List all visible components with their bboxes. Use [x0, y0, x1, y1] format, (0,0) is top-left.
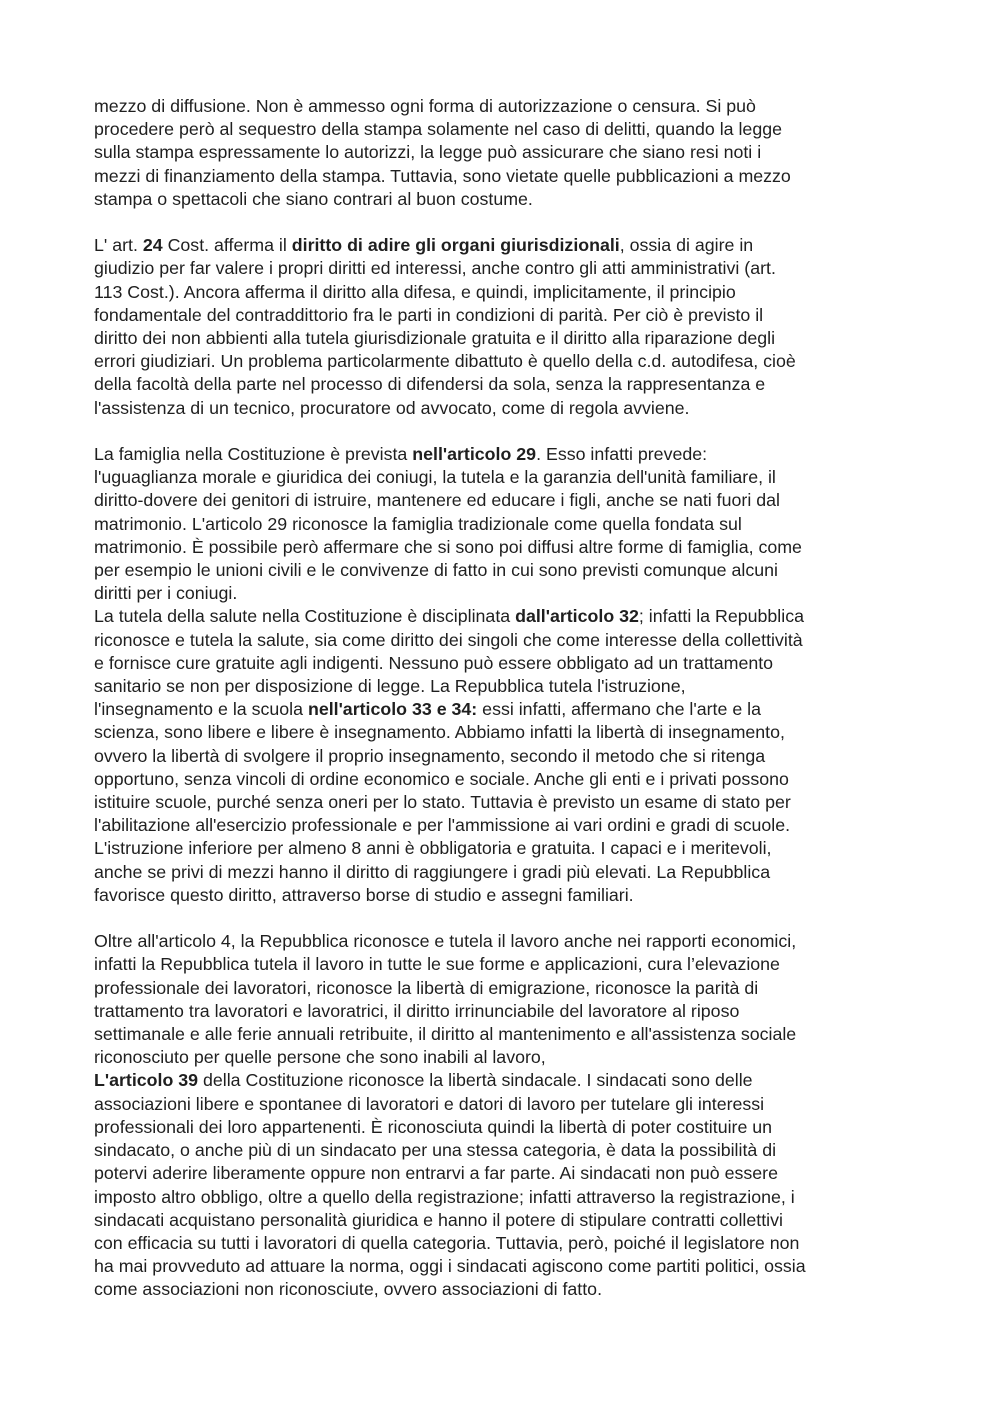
text-line: [94, 141, 924, 164]
paragraph-spacer: [94, 907, 924, 930]
paragraph-spacer: [94, 211, 924, 234]
text-segment: infatti la Repubblica tutela il lavoro in tutte le sue forme e applicazioni, cura l’elevazione: [94, 954, 780, 975]
text-line: [94, 953, 924, 976]
paragraph-spacer: [94, 420, 924, 443]
text-segment: anche se privi di mezzi hanno il diritto di raggiungere i gradi più elevati. La Repubblica: [94, 861, 771, 882]
text-line: [94, 675, 924, 698]
text-line: [94, 1232, 924, 1255]
text-segment: della Costituzione riconosce la libertà sindacale. I sindacati sono delle: [198, 1070, 753, 1091]
text-line: [94, 1162, 924, 1185]
text-line: [94, 1139, 924, 1162]
text-line: [94, 582, 924, 605]
text-line: [94, 698, 924, 721]
text-segment: sindacati acquistano personalità giuridica e hanno il potere di stipulare contratti collettivi: [94, 1209, 783, 1230]
text-segment: riconosciuto per quelle persone che sono inabili al lavoro,: [94, 1047, 546, 1068]
text-segment: mezzi di finanziamento della stampa. Tuttavia, sono vietate quelle pubblicazioni a mezzo: [94, 165, 791, 186]
bold-text: dall'articolo 32: [515, 606, 639, 627]
text-segment: l'insegnamento e la scuola: [94, 699, 308, 720]
text-segment: associazioni libere e spontanee di lavoratori e datori di lavoro per tutelare gli interessi: [94, 1093, 765, 1114]
text-line: [94, 745, 924, 768]
text-line: [94, 350, 924, 373]
text-line: [94, 1278, 924, 1301]
text-segment: favorisce questo diritto, attraverso borse di studio e assegni familiari.: [94, 884, 634, 905]
text-segment: trattamento tra lavoratori e lavoratrici, il diritto irrinunciabile del lavoratore al riposo: [94, 1000, 740, 1021]
text-line: [94, 304, 924, 327]
text-line: [94, 629, 924, 652]
text-segment: come associazioni non riconosciute, ovvero associazioni di fatto.: [94, 1279, 603, 1300]
text-line: [94, 234, 924, 257]
text-segment: 113 Cost.). Ancora afferma il diritto alla difesa, e quindi, implicitamente, il principio: [94, 281, 736, 302]
text-segment: imposto altro obbligo, oltre a quello della registrazione; infatti attraverso la registrazione, i: [94, 1186, 795, 1207]
text-segment: riconosce e tutela la salute, sia come diritto dei singoli che come interesse della collettività: [94, 629, 803, 650]
text-segment: diritto-dovere dei genitori di istruire, mantenere ed educare i figli, anche se nati fuori dal: [94, 490, 780, 511]
text-line: [94, 1023, 924, 1046]
text-line: [94, 188, 924, 211]
text-segment: con efficacia su tutti i lavoratori di quella categoria. Tuttavia, però, poiché il legislatore non: [94, 1232, 800, 1253]
text-line: [94, 1255, 924, 1278]
text-segment: Cost. afferma il: [162, 235, 292, 256]
text-line: [94, 884, 924, 907]
paragraph: [94, 930, 924, 1069]
text-segment: l'abilitazione all'esercizio professionale e per l'ammissione ai vari ordini e gradi di scuole.: [94, 815, 791, 836]
text-line: [94, 768, 924, 791]
text-line: [94, 489, 924, 512]
text-segment: professionale dei lavoratori, riconosce la libertà di emigrazione, riconosce la parità di: [94, 977, 759, 998]
text-segment: stampa o spettacoli che siano contrari al buon costume.: [94, 188, 533, 209]
text-segment: diritto dei non abbienti alla tutela giurisdizionale gratuita e il diritto alla riparazione degli: [94, 328, 776, 349]
text-segment: settimanale e alle ferie annuali retribuite, il diritto al mantenimento e all'assistenza sociale: [94, 1024, 797, 1045]
text-segment: L' art.: [94, 235, 143, 256]
text-segment: l'uguaglianza morale e giuridica dei coniugi, la tutela e la garanzia dell'unità familiare, il: [94, 467, 776, 488]
text-segment: istituire scuole, purché senza oneri per lo stato. Tuttavia è previsto un esame di stato per: [94, 792, 791, 813]
text-line: [94, 443, 924, 466]
text-segment: procedere però al sequestro della stampa solamente nel caso di delitti, quando la legge: [94, 119, 782, 140]
text-line: [94, 930, 924, 953]
text-line: [94, 1069, 924, 1092]
text-segment: . Esso infatti prevede:: [536, 444, 708, 465]
text-segment: errori giudiziari. Un problema particolarmente dibattuto è quello della c.d. autodifesa, cioè: [94, 351, 796, 372]
text-line: [94, 791, 924, 814]
text-segment: matrimonio. L'articolo 29 riconosce la famiglia tradizionale come quella fondata sul: [94, 513, 742, 534]
bold-text: nell'articolo 29: [412, 444, 537, 465]
text-segment: sulla stampa espressamente lo autorizzi, la legge può assicurare che siano resi noti i: [94, 142, 762, 163]
text-line: [94, 559, 924, 582]
text-segment: fondamentale del contraddittorio fra le parti in condizioni di parità. Per ciò è previsto il: [94, 304, 764, 325]
text-segment: Oltre all'articolo 4, la Repubblica riconosce e tutela il lavoro anche nei rapporti economici,: [94, 931, 797, 952]
text-segment: ; infatti la Repubblica: [638, 606, 804, 627]
bold-text: nell'articolo 33 e 34:: [307, 699, 478, 720]
text-line: [94, 1000, 924, 1023]
text-line: [94, 95, 924, 118]
bold-text: L'articolo 39: [94, 1070, 199, 1091]
text-segment: per esempio le unioni civili e le convivenze di fatto in cui sono previsti comunque alcuni: [94, 560, 778, 581]
text-line: [94, 257, 924, 280]
text-line: [94, 1186, 924, 1209]
text-segment: matrimonio. È possibile però affermare che si sono poi diffusi altre forme di famiglia, come: [94, 536, 802, 557]
paragraph: [94, 95, 924, 211]
paragraph: [94, 234, 924, 420]
text-line: [94, 1046, 924, 1069]
text-segment: e fornisce cure gratuite agli indigenti. Nessuno può essere obbligato ad un trattamento: [94, 652, 774, 673]
text-segment: diritti per i coniugi.: [94, 583, 238, 604]
text-segment: professionali dei loro appartenenti. È riconosciuta quindi la libertà di poter costituire un: [94, 1116, 773, 1137]
text-line: [94, 1116, 924, 1139]
text-line: [94, 513, 924, 536]
text-segment: opportuno, senza vincoli di ordine economico e sociale. Anche gli enti e i privati possono: [94, 768, 789, 789]
bold-text: diritto di adire gli organi giurisdizionali: [291, 235, 620, 256]
text-segment: scienza, sono libere e libere è insegnamento. Abbiamo infatti la libertà di insegnamento,: [94, 722, 785, 743]
text-segment: giudizio per far valere i propri diritti ed interessi, anche contro gli atti amministrativi (art.: [94, 258, 776, 279]
text-line: [94, 721, 924, 744]
text-line: [94, 652, 924, 675]
paragraph: [94, 1069, 924, 1301]
text-line: [94, 397, 924, 420]
text-line: [94, 605, 924, 628]
text-segment: La tutela della salute nella Costituzione è disciplinata: [94, 606, 516, 627]
text-segment: L'istruzione inferiore per almeno 8 anni è obbligatoria e gratuita. I capaci e i meritevoli,: [94, 838, 772, 859]
text-segment: della facoltà della parte nel processo di difendersi da sola, senza la rappresentanza e: [94, 374, 766, 395]
text-segment: sanitario se non per disposizione di legge. La Repubblica tutela l'istruzione,: [94, 676, 686, 697]
text-line: [94, 165, 924, 188]
text-line: [94, 536, 924, 559]
text-line: [94, 1209, 924, 1232]
text-line: [94, 977, 924, 1000]
text-segment: potervi aderire liberamente oppure non entrarvi a far parte. Ai sindacati non può essere: [94, 1163, 778, 1184]
text-segment: ha mai provveduto ad attuare la norma, oggi i sindacati agiscono come partiti politici, ossia: [94, 1256, 806, 1277]
text-line: [94, 118, 924, 141]
text-line: [94, 861, 924, 884]
text-line: [94, 837, 924, 860]
text-line: [94, 814, 924, 837]
text-segment: La famiglia nella Costituzione è prevista: [94, 444, 413, 465]
text-line: [94, 327, 924, 350]
text-segment: , ossia di agire in: [619, 235, 754, 256]
text-line: [94, 466, 924, 489]
bold-text: 24: [142, 235, 163, 256]
text-segment: ovvero la libertà di svolgere il proprio insegnamento, secondo il metodo che si ritenga: [94, 745, 766, 766]
text-line: [94, 373, 924, 396]
text-segment: sindacato, o anche più di un sindacato per una stessa categoria, è data la possibilità di: [94, 1140, 777, 1161]
text-segment: l'assistenza di un tecnico, procuratore od avvocato, come di regola avviene.: [94, 397, 690, 418]
text-segment: mezzo di diffusione. Non è ammesso ogni forma di autorizzazione o censura. Si può: [94, 96, 756, 116]
text-line: [94, 281, 924, 304]
paragraph: [94, 605, 924, 907]
paragraph: [94, 443, 924, 605]
text-segment: essi infatti, affermano che l'arte e la: [477, 699, 761, 720]
document-page: [94, 95, 924, 1302]
text-line: [94, 1093, 924, 1116]
